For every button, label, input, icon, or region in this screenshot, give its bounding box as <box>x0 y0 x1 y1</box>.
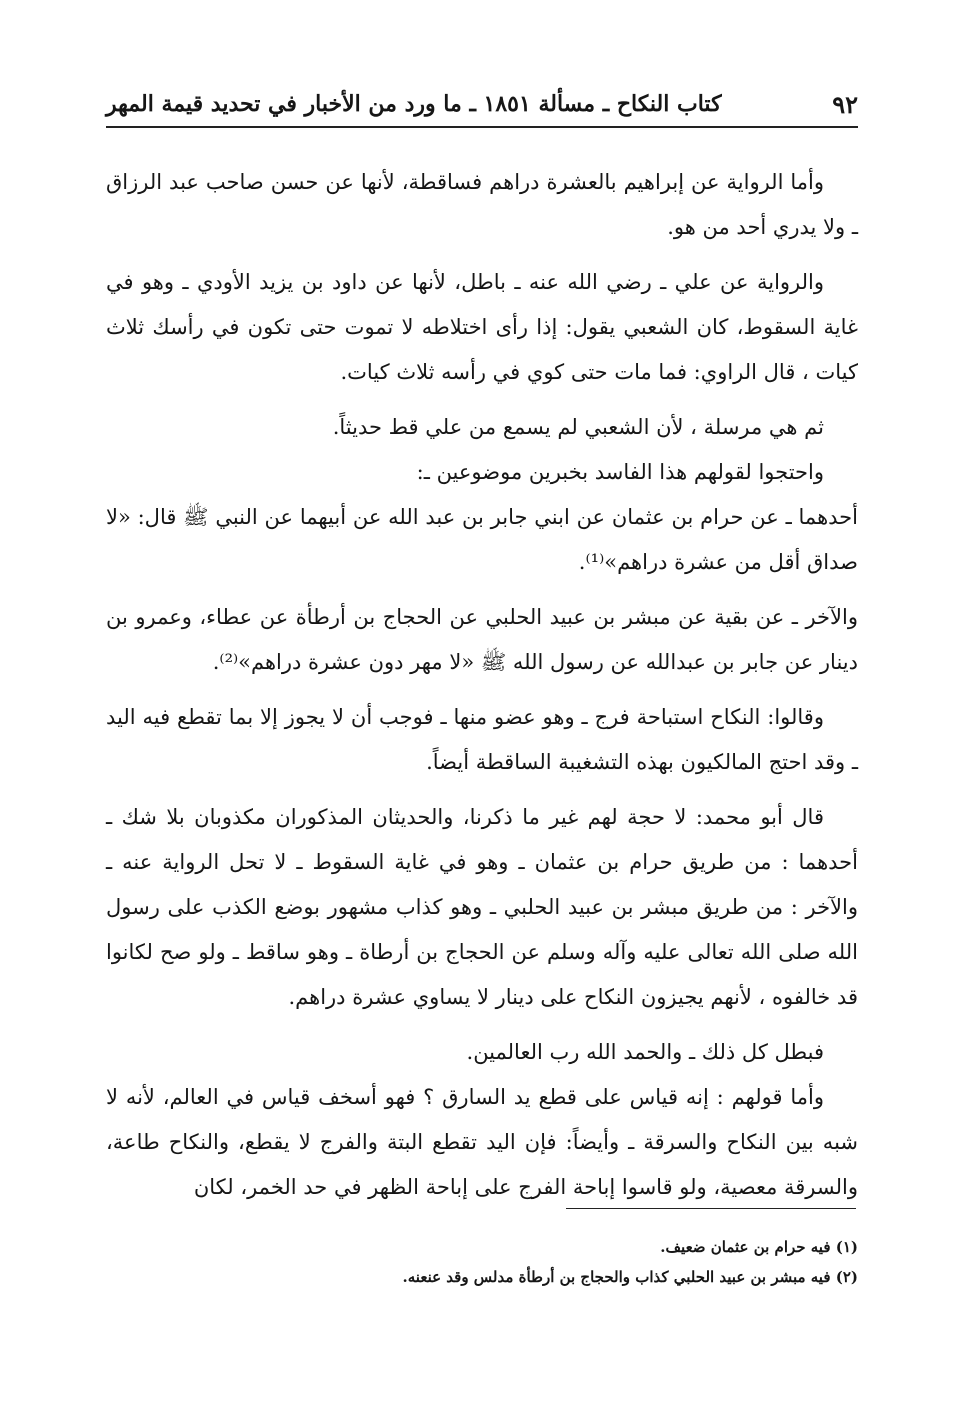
footnote-divider <box>566 1208 856 1209</box>
paragraph-analogy-rebuttal: وأما قولهم : إنه قياس على قطع يد السارق ؟ فهو أسخف قياس في العالم، لأنه لا شبه بين النكاح والسرقة ـ وأيضاً: فإن اليد تقطع البتة والفرج لا يقطع، والنكاح طاعة، والسرقة معصية، ولو قاسوا إباحة الفرج على إباحة الظهر في حد الخمر، لكان <box>106 1085 858 1199</box>
paragraph-analogy-claim: وقالوا: النكاح استباحة فرج ـ وهو عضو منها ـ فوجب أن لا يجوز إلا بما تقطع فيه اليد ـ وقد احتج المالكيون بهذه التشغيبة الساقطة أيضاً. <box>106 705 858 774</box>
paragraph-two-reports: واحتجوا لقولهم هذا الفاسد بخبرين موضوعين ـ: <box>416 460 824 484</box>
paragraph-first-report: أحدهما ـ عن حرام بن عثمان عن ابني جابر بن عبد الله عن أبيهما عن النبي ﷺ قال: «لا صداق أقل من عشرة دراهم»⁽¹⁾. <box>106 505 858 574</box>
chapter-title: كتاب النكاح ـ مسألة ١٨٥١ ـ ما ورد من الأخبار في تحديد قيمة المهر <box>106 91 722 117</box>
paragraph-abu-muhammad: قال أبو محمد: لا حجة لهم غير ما ذكرنا، والحديثان المذكوران مكذوبان بلا شك ـ أحدهما : من طريق حرام بن عثمان ـ وهو في غاية السقوط ـ لا تحل الرواية عنه ـ والآخر : من طريق مبشر بن عبيد الحلبي ـ وهو كذاب مشهور بوضع الكذب على رسول الله صلى الله تعالى عليه وآله وسلم عن الحجاج بن أرطاة ـ وهو ساقط ـ ولو صح لكانوا قد خالفوه ، لأنهم يجيزون النكاح على دينار لا يساوي عشرة دراهم. <box>106 805 858 1009</box>
paragraph-mursala: ثم هي مرسلة ، لأن الشعبي لم يسمع من علي قط حديثاً. <box>332 415 824 439</box>
footnotes <box>106 1232 858 1292</box>
paragraph-ibrahim: وأما الرواية عن إبراهيم بالعشرة دراهم فساقطة، لأنها عن حسن صاحب عبد الرزاق ـ ولا يدري أحد من هو. <box>106 170 858 239</box>
main-text <box>106 160 858 1210</box>
footnote-1: (١) فيه حرام بن عثمان ضعيف. <box>660 1238 858 1256</box>
paragraph-second-report: والآخر ـ عن بقية عن مبشر بن عبيد الحلبي عن الحجاج بن أرطأة عن عطاء، وعمرو بن دينار عن جابر بن عبدالله عن رسول الله ﷺ «لا مهر دون عشرة دراهم»⁽²⁾. <box>106 605 858 674</box>
paragraph-conclusion: فبطل كل ذلك ـ والحمد الله رب العالمين. <box>466 1040 824 1064</box>
paragraph-ali: والرواية عن علي ـ رضي الله عنه ـ باطل، لأنها عن داود بن يزيد الأودي ـ وهو في غاية السقوط، كان الشعبي يقول: إذا رأى اختلاطه لا تموت حتى تكون في رأسك ثلاث كيات ، قال الراوي: فما مات حتى كوي في رأسه ثلاث كيات. <box>106 270 858 384</box>
running-header <box>106 82 858 128</box>
page-number: ٩٢ <box>832 89 858 119</box>
footnote-2: (٢) فيه مبشر بن عبيد الحلبي كذاب والحجاج بن أرطأة مدلس وقد عنعنه. <box>402 1268 858 1286</box>
